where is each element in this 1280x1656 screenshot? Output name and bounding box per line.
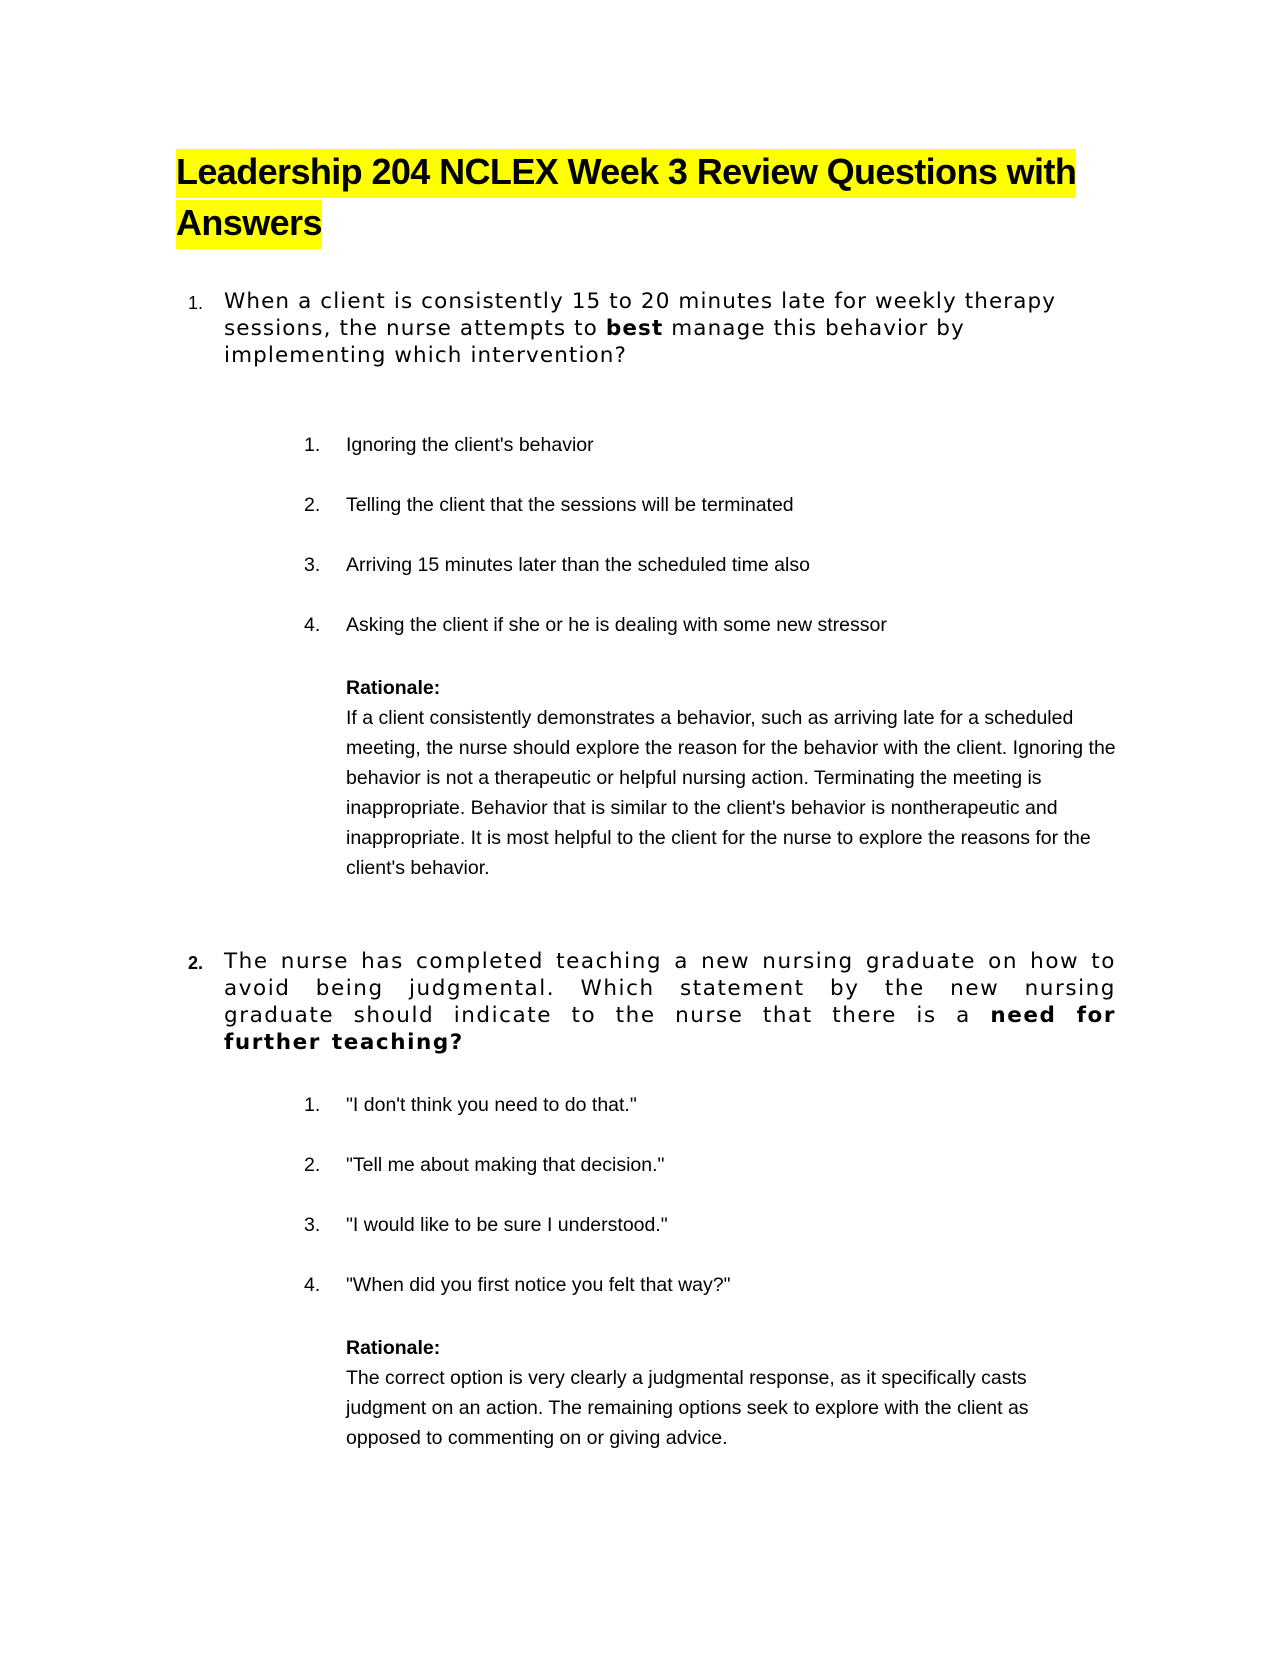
option-number: 1. (304, 434, 321, 456)
list-item (304, 1272, 1124, 1332)
list-item (304, 612, 1124, 672)
option-text: "I would like to be sure I understood." (346, 1214, 668, 1236)
question-1-options (304, 432, 1124, 672)
option-number: 1. (304, 1094, 321, 1116)
rationale-1 (346, 673, 1136, 883)
question-2-options (304, 1092, 1124, 1332)
rationale-text: If a client consistently demonstrates a behavior, such as arriving late for a scheduled meeting, the nurse should explore the reason for the behavior with the client. Ignoring the behavior is not a therapeutic or helpful nursing action. Terminating the meeting is inappropriate. Behavior that is similar to the client's behavior is nontherapeutic and inappropriate. It is most helpful to the client for the nurse to explore the reasons for the client's behavior. (346, 707, 1116, 879)
option-number: 2. (304, 1154, 321, 1176)
option-text: "Tell me about making that decision." (346, 1154, 665, 1176)
rationale-label: Rationale: (346, 677, 441, 699)
option-text: Ignoring the client's behavior (346, 434, 594, 456)
option-text: Telling the client that the sessions will be terminated (346, 494, 794, 516)
option-number: 3. (304, 554, 321, 576)
rationale-text: The correct option is very clearly a judgmental response, as it specifically casts judgment on an action. The remaining options seek to explore with the client as opposed to commenting on or giving advice. (346, 1367, 1029, 1449)
question-number: 1. (188, 293, 204, 313)
option-text: "I don't think you need to do that." (346, 1094, 637, 1116)
option-text: "When did you first notice you felt that way?" (346, 1274, 731, 1296)
option-text: Arriving 15 minutes later than the scheduled time also (346, 554, 810, 576)
question-emphasis: need for further teaching? (224, 1003, 1116, 1055)
rationale-label: Rationale: (346, 1337, 441, 1359)
list-item (304, 492, 1124, 552)
option-text: Asking the client if she or he is dealing with some new stressor (346, 614, 887, 636)
list-item (304, 432, 1124, 492)
list-item (304, 1092, 1124, 1152)
question-1 (176, 288, 1116, 369)
question-emphasis: best (605, 316, 664, 341)
question-text: When a client is consistently 15 to 20 minutes late for weekly therapy sessions, the nurse attempts to best manage this behavior by implementing which intervention? (224, 289, 1057, 368)
rationale-2 (346, 1333, 1106, 1453)
option-number: 4. (304, 1274, 321, 1296)
list-item (304, 552, 1124, 612)
question-number: 2. (188, 953, 204, 973)
list-item (304, 1212, 1124, 1272)
list-item (304, 1152, 1124, 1212)
question-text: The nurse has completed teaching a new nursing graduate on how to avoid being judgmental. Which statement by the new nursing graduate should indicate to the nurse that there is a need for further teaching? (224, 949, 1116, 1055)
option-number: 2. (304, 494, 321, 516)
question-2 (176, 948, 1116, 1056)
page-title (176, 146, 1116, 248)
title-highlight: Leadership 204 NCLEX Week 3 Review Questions with Answers (176, 149, 1076, 249)
option-number: 3. (304, 1214, 321, 1236)
option-number: 4. (304, 614, 321, 636)
